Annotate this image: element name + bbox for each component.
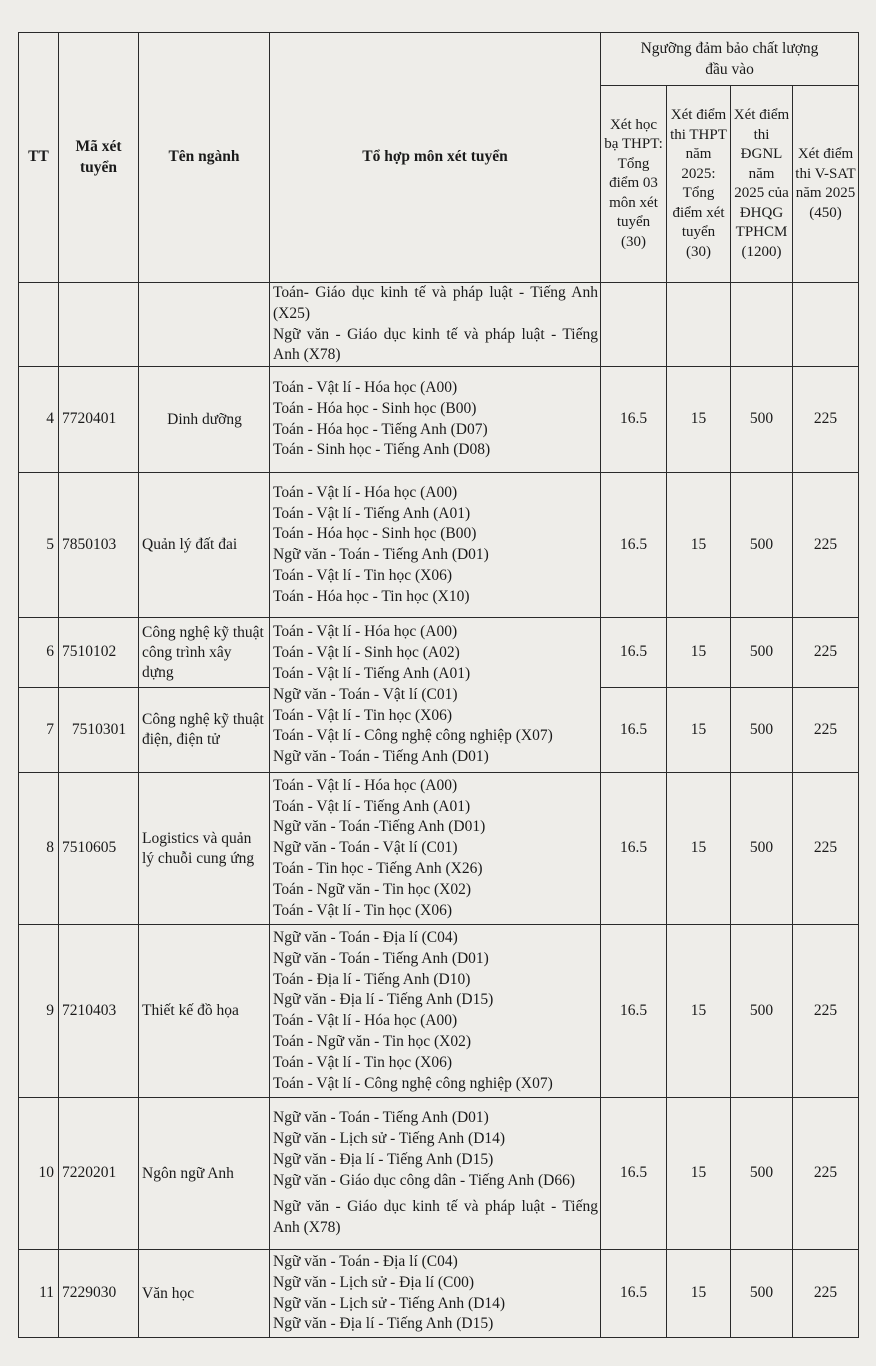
cell-score-hocba: 16.5: [601, 925, 667, 1098]
cell-score-thpt: 15: [667, 618, 731, 688]
combo-item: Toán - Vật lí - Tiếng Anh (A01): [273, 504, 471, 522]
combo-item: Ngữ văn - Toán - Tiếng Anh (D01): [273, 546, 489, 564]
cell-code: [59, 283, 139, 367]
cell-score-thpt: 15: [667, 1250, 731, 1338]
cell-score-dgnl: 500: [731, 473, 793, 618]
cell-tt: 7: [19, 688, 59, 773]
cell-major: Công nghệ kỹ thuật công trình xây dựng: [139, 618, 270, 688]
combo-item: Toán - Vật lí - Tin học (X06): [273, 901, 453, 919]
cell-code: 7510301: [59, 688, 139, 773]
cell-tt: 5: [19, 473, 59, 618]
combo-item: Toán - Vật lí - Tiếng Anh (A01): [273, 664, 471, 682]
cell-score-thpt: 15: [667, 773, 731, 925]
combo-item: Toán - Vật lí - Tin học (X06): [273, 706, 453, 724]
cell-score-dgnl: 500: [731, 1098, 793, 1250]
cell-score-dgnl: 500: [731, 618, 793, 688]
cell-combos: [270, 1250, 601, 1338]
table-row: [19, 473, 859, 618]
cell-tt: 6: [19, 618, 59, 688]
combo-item: Ngữ văn - Giáo dục kinh tế và pháp luật - Tiếng Anh (X78): [273, 325, 598, 364]
cell-code: 7220201: [59, 1098, 139, 1250]
combo-item: Toán - Vật lí - Hóa học (A00): [273, 1012, 458, 1030]
cell-score-vsat: 225: [793, 688, 859, 773]
cell-score-thpt: 15: [667, 1098, 731, 1250]
combo-item: Toán - Hóa học - Tiếng Anh (D07): [273, 420, 488, 438]
combo-item: Ngữ văn - Lịch sử - Tiếng Anh (D14): [273, 1130, 506, 1148]
cell-major: Quản lý đất đai: [139, 473, 270, 618]
cell-score-vsat: 225: [793, 473, 859, 618]
cell-tt: 9: [19, 925, 59, 1098]
combo-item: Toán - Vật lí - Hóa học (A00): [273, 483, 458, 501]
cell-score-thpt: 15: [667, 925, 731, 1098]
combo-item: Ngữ văn - Toán - Tiếng Anh (D01): [273, 1109, 489, 1127]
combo-item: Ngữ văn - Địa lí - Tiếng Anh (D15): [273, 1150, 494, 1168]
cell-tt: 11: [19, 1250, 59, 1338]
cell-major: [139, 283, 270, 367]
cell-score-thpt: 15: [667, 473, 731, 618]
combo-item: Toán - Vật lí - Công nghệ công nghiệp (X07): [273, 727, 553, 745]
table-row: [19, 618, 859, 688]
combo-item: Toán - Hóa học - Tin học (X10): [273, 587, 470, 605]
header-sub-dgnl: Xét điểm thi ĐGNL năm 2025 của ĐHQG TPHCM (1200): [731, 86, 793, 283]
cell-tt: [19, 283, 59, 367]
cell-score-dgnl: 500: [731, 925, 793, 1098]
combo-item: Ngữ văn - Toán - Địa lí (C04): [273, 929, 458, 946]
cell-score-dgnl: [731, 283, 793, 367]
combo-item: Toán - Vật lí - Tiếng Anh (A01): [273, 797, 471, 815]
combo-item: Toán - Vật lí - Công nghệ công nghiệp (X07): [273, 1074, 553, 1092]
cell-score-hocba: 16.5: [601, 688, 667, 773]
cell-score-vsat: 225: [793, 618, 859, 688]
combo-item: Toán - Ngữ văn - Tin học (X02): [273, 1032, 472, 1050]
combo-item: Toán - Vật lí - Sinh học (A02): [273, 644, 460, 662]
header-sub-hocba: Xét học bạ THPT: Tổng điểm 03 môn xét tuyển (30): [601, 86, 667, 283]
combo-item: Ngữ văn - Toán - Vật lí (C01): [273, 839, 458, 857]
cell-score-hocba: 16.5: [601, 1098, 667, 1250]
cell-score-hocba: 16.5: [601, 473, 667, 618]
cell-score-vsat: [793, 283, 859, 367]
header-tt: TT: [19, 33, 59, 283]
cell-score-dgnl: 500: [731, 688, 793, 773]
header-major: Tên ngành: [139, 33, 270, 283]
combo-item: Toán - Địa lí - Tiếng Anh (D10): [273, 970, 471, 988]
cell-combos: [270, 925, 601, 1098]
combo-item: Toán - Vật lí - Hóa học (A00): [273, 379, 458, 397]
cell-code: 7210403: [59, 925, 139, 1098]
cell-major: Logistics và quản lý chuỗi cung ứng: [139, 773, 270, 925]
combo-item: Ngữ văn - Lịch sử - Địa lí (C00): [273, 1273, 475, 1291]
header-code: Mã xét tuyển: [59, 33, 139, 283]
cell-combos: [270, 1098, 601, 1250]
cell-score-hocba: [601, 283, 667, 367]
combo-item: Toán - Ngữ văn - Tin học (X02): [273, 880, 472, 898]
combo-item: Toán- Giáo dục kinh tế và pháp luật - Tiếng Anh (X25): [273, 284, 598, 322]
combo-item: Toán - Vật lí - Hóa học (A00): [273, 776, 458, 794]
cell-major: Dinh dưỡng: [139, 367, 270, 473]
cell-score-vsat: 225: [793, 1250, 859, 1338]
cell-combos-shared: [270, 618, 601, 773]
cell-tt: 4: [19, 367, 59, 473]
cell-score-thpt: 15: [667, 367, 731, 473]
combo-item: Ngữ văn - Giáo dục công dân - Tiếng Anh (D66): [273, 1171, 576, 1189]
combo-item: Toán - Vật lí - Tin học (X06): [273, 566, 453, 584]
header-row: [19, 33, 859, 86]
table-row: [19, 925, 859, 1098]
cell-score-dgnl: 500: [731, 1250, 793, 1338]
table-row: [19, 367, 859, 473]
cell-score-hocba: 16.5: [601, 367, 667, 473]
table-row: [19, 1098, 859, 1250]
combo-item: Ngữ văn - Lịch sử - Tiếng Anh (D14): [273, 1294, 506, 1312]
combo-item: Ngữ văn - Địa lí - Tiếng Anh (D15): [273, 991, 494, 1009]
cell-tt: 10: [19, 1098, 59, 1250]
header-threshold-group: Ngưỡng đảm bảo chất lượng đầu vào: [601, 33, 859, 86]
combo-item: Toán - Tin học - Tiếng Anh (X26): [273, 860, 483, 878]
cell-code: 7720401: [59, 367, 139, 473]
cell-score-vsat: 225: [793, 1098, 859, 1250]
table-row: [19, 773, 859, 925]
cell-code: 7229030: [59, 1250, 139, 1338]
combo-item: Ngữ văn - Toán - Tiếng Anh (D01): [273, 748, 489, 766]
cell-combos: [270, 367, 601, 473]
cell-combos: [270, 773, 601, 925]
combo-item: Ngữ văn - Giáo dục kinh tế và pháp luật - Tiếng Anh (X78): [273, 1198, 598, 1237]
combo-item: Ngữ văn - Toán - Vật lí (C01): [273, 685, 458, 703]
combo-item: Toán - Sinh học - Tiếng Anh (D08): [273, 441, 491, 459]
admission-table: [18, 32, 859, 1338]
cell-tt: 8: [19, 773, 59, 925]
combo-item: Ngữ văn - Toán -Tiếng Anh (D01): [273, 818, 486, 836]
cell-score-hocba: 16.5: [601, 1250, 667, 1338]
cell-score-hocba: 16.5: [601, 773, 667, 925]
cell-major: Thiết kế đồ họa: [139, 925, 270, 1098]
cell-combos: [270, 473, 601, 618]
cell-score-vsat: 225: [793, 773, 859, 925]
combo-item: Toán - Hóa học - Sinh học (B00): [273, 525, 477, 543]
cell-score-vsat: 225: [793, 367, 859, 473]
cell-major: Ngôn ngữ Anh: [139, 1098, 270, 1250]
combo-item: Ngữ văn - Địa lí - Tiếng Anh (D15): [273, 1315, 494, 1333]
cell-score-dgnl: 500: [731, 367, 793, 473]
cell-major: Văn học: [139, 1250, 270, 1338]
cell-score-thpt: 15: [667, 688, 731, 773]
cell-code: 7510102: [59, 618, 139, 688]
table-row: [19, 1250, 859, 1338]
combo-item: Ngữ văn - Toán - Địa lí (C04): [273, 1253, 458, 1271]
cell-score-dgnl: 500: [731, 773, 793, 925]
cell-score-thpt: [667, 283, 731, 367]
combo-item: Toán - Vật lí - Hóa học (A00): [273, 623, 458, 641]
header-combo: Tổ hợp môn xét tuyển: [270, 33, 601, 283]
table-row-continuation: [19, 283, 859, 367]
header-sub-thpt: Xét điểm thi THPT năm 2025: Tổng điểm xét tuyển (30): [667, 86, 731, 283]
cell-combos: [270, 283, 601, 367]
cell-code: 7850103: [59, 473, 139, 618]
combo-item: Toán - Vật lí - Tin học (X06): [273, 1053, 453, 1071]
cell-major: Công nghệ kỹ thuật điện, điện tử: [139, 688, 270, 773]
combo-item: Toán - Hóa học - Sinh học (B00): [273, 399, 477, 417]
combo-item: Ngữ văn - Toán - Tiếng Anh (D01): [273, 949, 489, 967]
cell-score-vsat: 225: [793, 925, 859, 1098]
header-sub-vsat: Xét điểm thi V-SAT năm 2025 (450): [793, 86, 859, 283]
cell-score-hocba: 16.5: [601, 618, 667, 688]
cell-code: 7510605: [59, 773, 139, 925]
